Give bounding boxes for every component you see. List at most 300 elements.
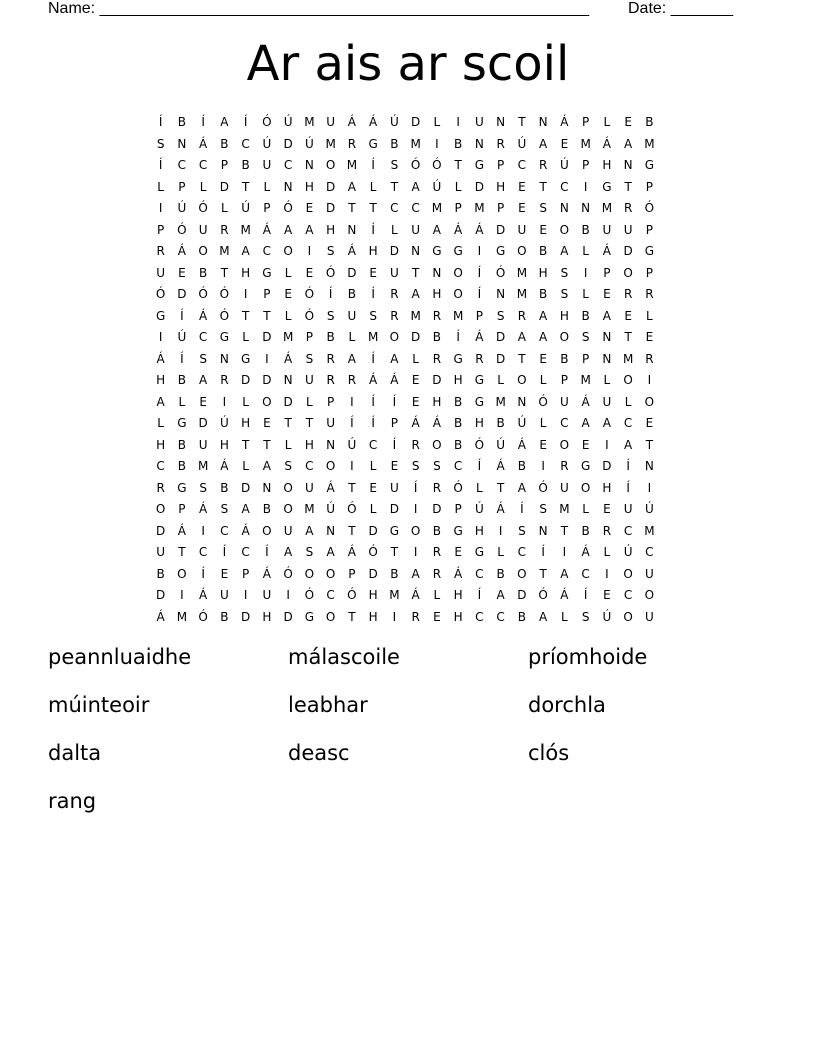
grid-letter: C	[368, 437, 378, 452]
grid-letter: D	[156, 588, 166, 602]
grid-letter: C	[241, 136, 250, 151]
grid-letter: E	[624, 115, 632, 129]
grid-letter: T	[560, 523, 569, 538]
grid-letter: L	[221, 201, 228, 215]
grid-letter: B	[539, 244, 548, 258]
grid-letter: O	[623, 373, 633, 387]
grid-letter: E	[581, 437, 590, 452]
grid-letter: D	[368, 566, 378, 581]
grid-letter: T	[390, 545, 399, 559]
grid-letter: N	[326, 523, 336, 538]
grid-letter: M	[516, 265, 528, 280]
grid-letter: P	[582, 158, 590, 172]
grid-letter: P	[645, 222, 653, 237]
grid-letter: O	[155, 502, 166, 516]
grid-letter: B	[581, 523, 590, 538]
grid-letter: Á	[199, 588, 208, 602]
grid-letter: B	[496, 566, 505, 581]
grid-letter: U	[474, 115, 484, 129]
grid-letter: P	[497, 158, 505, 172]
grid-letter: B	[454, 437, 463, 452]
grid-letter: Á	[262, 222, 271, 237]
grid-letter: A	[624, 136, 633, 151]
grid-letter: Á	[326, 480, 335, 495]
grid-letter: I	[647, 373, 652, 387]
grid-letter: E	[603, 287, 611, 301]
grid-letter: H	[219, 437, 229, 452]
grid-letter: Á	[390, 373, 399, 387]
grid-letter: B	[496, 416, 505, 430]
grid-letter: O	[623, 609, 633, 624]
grid-letter: Í	[158, 158, 163, 172]
grid-letter: A	[305, 222, 314, 237]
grid-letter: D	[411, 115, 421, 129]
grid-letter: Ó	[177, 222, 187, 237]
grid-letter: D	[602, 459, 612, 473]
grid-letter: H	[156, 437, 166, 452]
grid-letter: B	[539, 287, 548, 301]
grid-letter: D	[326, 179, 336, 194]
grid-letter: O	[453, 265, 463, 280]
grid-letter: Í	[456, 330, 460, 344]
grid-letter: C	[262, 244, 272, 258]
grid-letter: E	[178, 265, 186, 280]
grid-letter: C	[198, 158, 208, 172]
grid-letter: U	[623, 222, 633, 237]
grid-row	[150, 435, 670, 457]
grid-letter: Í	[180, 308, 184, 323]
grid-letter: Ó	[495, 265, 506, 280]
grid-letter: D	[496, 222, 506, 237]
grid-letter: Í	[328, 287, 333, 301]
grid-letter: L	[242, 394, 249, 409]
grid-letter: C	[581, 566, 590, 581]
grid-letter: R	[156, 244, 165, 258]
grid-letter: E	[645, 416, 654, 430]
grid-letter: C	[220, 523, 229, 538]
grid-letter: G	[580, 459, 591, 473]
grid-letter: Í	[583, 588, 588, 602]
grid-letter: T	[284, 416, 292, 430]
grid-letter: T	[220, 265, 229, 280]
grid-letter: G	[495, 244, 506, 258]
grid-letter: Ó	[347, 502, 357, 516]
grid-letter: O	[283, 502, 293, 516]
grid-letter: A	[411, 566, 420, 581]
grid-letter: C	[198, 330, 208, 344]
word-list-item: rang	[48, 789, 97, 813]
grid-letter: Ú	[432, 179, 442, 194]
grid-row	[150, 521, 670, 543]
word-list-item: leabhar	[288, 693, 368, 717]
grid-letter: O	[304, 566, 315, 581]
word-list-item: peannluaidhe	[48, 645, 192, 669]
grid-letter: M	[495, 394, 506, 409]
grid-letter: E	[603, 588, 611, 602]
grid-letter: O	[623, 265, 633, 280]
grid-letter: P	[242, 566, 250, 581]
grid-letter: O	[517, 373, 527, 387]
grid-letter: L	[561, 609, 568, 624]
grid-letter: H	[538, 265, 548, 280]
grid-letter: L	[157, 416, 164, 430]
grid-letter: I	[413, 502, 418, 516]
grid-letter: G	[644, 244, 655, 258]
grid-letter: B	[560, 351, 569, 366]
grid-letter: C	[475, 566, 484, 581]
grid-letter: I	[243, 287, 248, 301]
header-line	[48, 0, 768, 20]
grid-letter: L	[582, 287, 589, 301]
grid-letter: Á	[199, 136, 208, 151]
grid-letter: P	[178, 179, 186, 194]
grid-letter: Á	[284, 351, 293, 366]
grid-letter: D	[432, 502, 442, 516]
grid-letter: B	[220, 609, 229, 624]
grid-letter: Ó	[198, 201, 208, 215]
grid-letter: P	[263, 201, 271, 215]
grid-letter: C	[177, 158, 187, 172]
grid-letter: M	[580, 373, 591, 387]
grid-letter: L	[242, 459, 249, 473]
grid-letter: L	[582, 244, 589, 258]
grid-letter: Í	[626, 459, 630, 473]
grid-letter: T	[348, 480, 356, 495]
grid-row	[150, 607, 670, 629]
grid-letter: H	[262, 609, 272, 624]
grid-letter: T	[624, 330, 632, 344]
grid-letter: E	[411, 373, 420, 387]
grid-letter: R	[623, 201, 633, 215]
grid-letter: T	[348, 523, 356, 538]
grid-letter: M	[452, 308, 464, 323]
grid-letter: Ó	[219, 308, 230, 323]
grid-letter: A	[241, 502, 250, 516]
grid-letter: U	[198, 222, 208, 237]
grid-letter: C	[305, 459, 314, 473]
grid-letter: D	[219, 179, 229, 194]
grid-letter: U	[156, 265, 166, 280]
grid-letter: C	[623, 523, 633, 538]
grid-letter: Á	[262, 566, 271, 581]
grid-row	[150, 241, 670, 263]
grid-letter: B	[347, 287, 356, 301]
grid-letter: P	[348, 566, 356, 581]
grid-letter: U	[559, 394, 569, 409]
grid-letter: Ú	[262, 136, 272, 151]
grid-letter: H	[602, 158, 612, 172]
grid-letter: D	[326, 201, 336, 215]
grid-letter: H	[474, 416, 484, 430]
grid-letter: Á	[496, 459, 505, 473]
grid-letter: I	[392, 609, 397, 624]
grid-letter: I	[583, 179, 588, 194]
word-list-item: clós	[528, 741, 570, 765]
grid-row	[150, 220, 670, 242]
grid-letter: B	[262, 502, 271, 516]
grid-letter: B	[220, 480, 229, 495]
grid-letter: U	[304, 373, 314, 387]
grid-letter: Á	[347, 244, 356, 258]
grid-letter: C	[283, 158, 293, 172]
grid-letter: E	[518, 201, 526, 215]
grid-letter: R	[347, 136, 357, 151]
grid-letter: R	[326, 351, 335, 366]
grid-row	[150, 456, 670, 478]
grid-letter: E	[305, 201, 314, 215]
grid-letter: B	[390, 566, 399, 581]
grid-letter: D	[496, 330, 506, 344]
grid-letter: D	[262, 373, 272, 387]
grid-letter: M	[282, 330, 294, 344]
grid-letter: S	[518, 523, 526, 538]
grid-letter: Ú	[559, 158, 569, 172]
grid-letter: T	[305, 416, 314, 430]
grid-letter: Á	[454, 566, 463, 581]
grid-row	[150, 542, 670, 564]
grid-letter: L	[284, 437, 292, 452]
grid-letter: I	[605, 437, 609, 452]
date-field-label: Date: _______	[628, 0, 733, 17]
grid-letter: L	[603, 373, 611, 387]
grid-letter: G	[474, 373, 485, 387]
grid-letter: N	[262, 480, 272, 495]
grid-letter: O	[623, 566, 633, 581]
grid-letter: B	[199, 265, 208, 280]
grid-letter: M	[474, 201, 485, 215]
grid-letter: Ó	[304, 308, 315, 323]
grid-letter: Í	[371, 394, 375, 409]
grid-letter: Ú	[326, 502, 336, 516]
grid-letter: G	[177, 480, 187, 495]
grid-letter: E	[603, 502, 611, 516]
grid-letter: H	[241, 416, 251, 430]
grid-letter: U	[304, 480, 314, 495]
grid-letter: U	[326, 416, 336, 430]
grid-letter: S	[560, 287, 569, 301]
grid-letter: Ú	[219, 416, 229, 430]
grid-letter: E	[624, 308, 632, 323]
grid-letter: Ó	[368, 545, 378, 559]
grid-letter: O	[325, 609, 336, 624]
grid-letter: R	[220, 373, 229, 387]
grid-row	[150, 478, 670, 500]
grid-letter: G	[368, 136, 378, 151]
grid-letter: D	[283, 394, 293, 409]
grid-letter: Í	[626, 480, 630, 495]
grid-letter: L	[603, 115, 611, 129]
grid-letter: Ó	[198, 287, 208, 301]
grid-letter: L	[539, 416, 547, 430]
grid-letter: Ú	[644, 502, 654, 516]
grid-letter: L	[582, 502, 589, 516]
grid-letter: Á	[581, 545, 590, 559]
grid-letter: Ó	[538, 588, 548, 602]
grid-letter: A	[262, 459, 271, 473]
grid-row	[150, 499, 670, 521]
word-list-item: dalta	[48, 741, 102, 765]
grid-letter: L	[284, 265, 292, 280]
grid-letter: Í	[201, 115, 205, 129]
grid-letter: Ú	[177, 201, 187, 215]
grid-letter: H	[304, 179, 314, 194]
grid-letter: Á	[241, 523, 250, 538]
grid-letter: D	[347, 265, 357, 280]
grid-letter: A	[602, 416, 611, 430]
grid-letter: R	[517, 308, 527, 323]
grid-row	[150, 392, 670, 414]
grid-letter: Ú	[304, 136, 314, 151]
grid-letter: Ó	[219, 287, 230, 301]
grid-letter: Í	[222, 545, 227, 559]
grid-letter: R	[432, 480, 442, 495]
grid-letter: S	[390, 158, 399, 172]
grid-letter: M	[367, 330, 379, 344]
grid-letter: S	[305, 545, 314, 559]
grid-letter: Ó	[347, 588, 357, 602]
grid-letter: C	[475, 609, 484, 624]
grid-letter: R	[496, 136, 505, 151]
grid-letter: E	[539, 222, 547, 237]
grid-letter: B	[156, 566, 165, 581]
grid-letter: A	[411, 287, 420, 301]
grid-letter: P	[178, 502, 186, 516]
grid-letter: Á	[347, 115, 356, 129]
grid-letter: Í	[371, 222, 375, 237]
grid-letter: H	[602, 480, 612, 495]
grid-letter: A	[602, 308, 611, 323]
grid-row	[150, 177, 670, 199]
grid-letter: B	[390, 136, 399, 151]
grid-letter: T	[539, 566, 547, 581]
grid-letter: O	[432, 437, 442, 452]
grid-letter: M	[389, 588, 400, 602]
grid-letter: O	[283, 244, 293, 258]
grid-letter: P	[454, 201, 462, 215]
grid-letter: G	[474, 545, 485, 559]
grid-letter: P	[645, 265, 653, 280]
grid-letter: A	[347, 351, 356, 366]
grid-letter: Á	[411, 416, 420, 430]
grid-letter: Ó	[644, 201, 655, 215]
grid-letter: I	[477, 244, 482, 258]
grid-letter: T	[348, 201, 356, 215]
grid-letter: U	[283, 523, 293, 538]
grid-row	[150, 155, 670, 177]
grid-letter: L	[497, 545, 504, 559]
grid-letter: T	[624, 179, 632, 194]
grid-letter: B	[241, 158, 250, 172]
grid-letter: L	[539, 373, 547, 387]
grid-letter: Á	[156, 609, 165, 624]
grid-letter: Á	[220, 459, 229, 473]
grid-letter: A	[241, 244, 250, 258]
grid-letter: I	[456, 115, 460, 129]
grid-letter: O	[517, 566, 527, 581]
grid-letter: Ó	[262, 115, 272, 129]
grid-letter: I	[158, 330, 163, 344]
grid-letter: A	[284, 545, 293, 559]
grid-letter: E	[263, 416, 271, 430]
grid-letter: Á	[475, 330, 484, 344]
grid-row	[150, 284, 670, 306]
grid-letter: H	[368, 609, 378, 624]
grid-letter: C	[645, 545, 654, 559]
grid-letter: D	[241, 373, 251, 387]
grid-letter: P	[327, 394, 335, 409]
grid-letter: D	[389, 244, 399, 258]
grid-letter: U	[559, 480, 569, 495]
grid-letter: O	[325, 459, 336, 473]
grid-letter: Á	[177, 244, 186, 258]
grid-letter: O	[517, 244, 527, 258]
grid-letter: N	[177, 136, 187, 151]
grid-letter: T	[348, 609, 356, 624]
grid-letter: U	[517, 222, 527, 237]
grid-letter: H	[432, 394, 442, 409]
grid-letter: A	[517, 480, 526, 495]
grid-letter: L	[476, 480, 483, 495]
grid-letter: Ú	[474, 502, 484, 516]
grid-letter: Ú	[517, 416, 527, 430]
grid-letter: O	[262, 523, 272, 538]
grid-letter: Í	[392, 394, 397, 409]
grid-letter: Ú	[389, 115, 399, 129]
grid-letter: N	[347, 222, 357, 237]
grid-letter: A	[156, 394, 165, 409]
grid-letter: L	[369, 179, 377, 194]
grid-letter: A	[411, 179, 420, 194]
grid-letter: O	[559, 222, 570, 237]
grid-letter: D	[283, 136, 293, 151]
grid-letter: T	[539, 179, 547, 194]
grid-row	[150, 370, 670, 392]
grid-letter: G	[262, 265, 272, 280]
grid-letter: G	[389, 523, 400, 538]
grid-letter: E	[539, 437, 547, 452]
grid-letter: A	[581, 416, 590, 430]
grid-letter: D	[177, 287, 187, 301]
grid-letter: A	[560, 566, 569, 581]
grid-letter: I	[435, 136, 439, 151]
grid-letter: T	[518, 351, 526, 366]
grid-letter: S	[305, 351, 314, 366]
grid-letter: I	[562, 545, 567, 559]
grid-letter: Í	[371, 287, 375, 301]
grid-letter: N	[304, 158, 314, 172]
grid-letter: O	[262, 394, 272, 409]
grid-letter: E	[369, 265, 377, 280]
grid-letter: S	[284, 459, 292, 473]
grid-letter: Í	[371, 416, 375, 430]
grid-row	[150, 263, 670, 285]
grid-letter: L	[263, 179, 271, 194]
grid-letter: B	[517, 609, 526, 624]
grid-letter: S	[199, 480, 207, 495]
grid-letter: O	[410, 523, 421, 538]
grid-letter: N	[496, 115, 506, 129]
grid-letter: R	[602, 523, 612, 538]
grid-letter: E	[305, 265, 314, 280]
grid-letter: R	[538, 158, 548, 172]
grid-letter: U	[644, 566, 654, 581]
grid-letter: M	[219, 244, 230, 258]
grid-letter: H	[496, 179, 506, 194]
grid-letter: B	[220, 136, 229, 151]
grid-letter: R	[390, 308, 399, 323]
grid-letter: O	[198, 244, 208, 258]
grid-letter: S	[326, 308, 335, 323]
